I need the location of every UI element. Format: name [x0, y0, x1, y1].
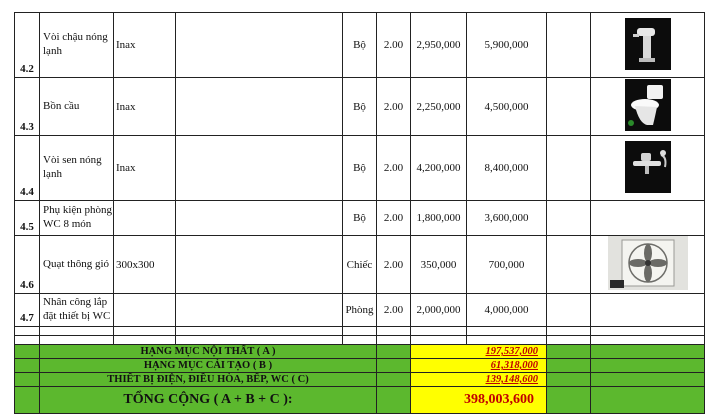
summary-label: HẠNG MỤC CẢI TẠO ( B ): [40, 359, 377, 373]
item-total: 4,000,000: [467, 294, 547, 327]
spec-cell: [176, 136, 343, 201]
spec-cell: [176, 294, 343, 327]
item-unit-price: 1,800,000: [411, 201, 467, 236]
item-unit: Bộ: [343, 78, 377, 136]
item-unit: Bộ: [343, 13, 377, 78]
summary-row-a: [15, 345, 705, 359]
exhaust-fan-icon: [608, 236, 688, 293]
table-row: [15, 78, 705, 136]
spec-cell: [176, 236, 343, 294]
item-name: Bồn cầu: [40, 78, 114, 136]
item-number: 4.4: [15, 136, 40, 201]
item-total: 5,900,000: [467, 13, 547, 78]
table-row: [15, 136, 705, 201]
item-unit: Bộ: [343, 136, 377, 201]
item-brand: Inax: [114, 13, 176, 78]
item-total: 8,400,000: [467, 136, 547, 201]
item-number: 4.6: [15, 236, 40, 294]
grand-total-value: 398,003,600: [411, 387, 547, 414]
item-name: Quạt thông gió: [40, 236, 114, 294]
item-unit-price: 4,200,000: [411, 136, 467, 201]
item-number: 4.7: [15, 294, 40, 327]
item-image: [591, 236, 705, 294]
grand-total-label: TỔNG CỘNG ( A + B + C ):: [40, 387, 377, 414]
summary-value: 197,537,000: [411, 345, 547, 359]
item-quantity: 2.00: [377, 294, 411, 327]
item-total: 700,000: [467, 236, 547, 294]
summary-row-b: [15, 359, 705, 373]
spec-cell: [176, 201, 343, 236]
item-number: 4.2: [15, 13, 40, 78]
item-quantity: 2.00: [377, 13, 411, 78]
item-image: [591, 294, 705, 327]
item-number: 4.3: [15, 78, 40, 136]
item-name: Vòi sen nóng lạnh: [40, 136, 114, 201]
item-brand: 300x300: [114, 236, 176, 294]
item-brand: Inax: [114, 136, 176, 201]
item-brand: [114, 294, 176, 327]
item-name: Phụ kiện phòng WC 8 món: [40, 201, 114, 236]
item-image: [591, 136, 705, 201]
item-image: [591, 78, 705, 136]
spec-cell: [176, 78, 343, 136]
table-row: [15, 13, 705, 78]
blank-row: [15, 336, 705, 345]
faucet-icon: [625, 18, 671, 73]
blank-cell: [547, 136, 591, 201]
blank-row: [15, 327, 705, 336]
item-unit-price: 2,000,000: [411, 294, 467, 327]
item-quantity: 2.00: [377, 78, 411, 136]
item-image: [591, 201, 705, 236]
item-total: 4,500,000: [467, 78, 547, 136]
table-row: [15, 294, 705, 327]
spec-cell: [176, 13, 343, 78]
toilet-icon: [625, 79, 671, 134]
summary-label: THIẾT BỊ ĐIỆN, ĐIỀU HÒA, BẾP, WC ( C): [40, 373, 377, 387]
quotation-table: [14, 12, 705, 414]
item-brand: Inax: [114, 78, 176, 136]
item-quantity: 2.00: [377, 136, 411, 201]
blank-cell: [547, 294, 591, 327]
item-unit: Bộ: [343, 201, 377, 236]
item-unit-price: 350,000: [411, 236, 467, 294]
item-name: Vòi chậu nóng lạnh: [40, 13, 114, 78]
item-unit: Phòng: [343, 294, 377, 327]
item-quantity: 2.00: [377, 236, 411, 294]
item-unit-price: 2,250,000: [411, 78, 467, 136]
shower-faucet-icon: [625, 141, 671, 196]
item-image: [591, 13, 705, 78]
summary-row-c: [15, 373, 705, 387]
summary-value: 139,148,600: [411, 373, 547, 387]
blank-cell: [547, 13, 591, 78]
summary-value: 61,318,000: [411, 359, 547, 373]
grand-total-row: [15, 387, 705, 414]
summary-label: HẠNG MỤC NỘI THẤT ( A ): [40, 345, 377, 359]
item-brand: [114, 201, 176, 236]
item-unit-price: 2,950,000: [411, 13, 467, 78]
item-quantity: 2.00: [377, 201, 411, 236]
blank-cell: [547, 201, 591, 236]
blank-cell: [547, 78, 591, 136]
blank-cell: [547, 236, 591, 294]
table-row: [15, 236, 705, 294]
item-total: 3,600,000: [467, 201, 547, 236]
item-name: Nhân công lắp đặt thiết bị WC: [40, 294, 114, 327]
table-row: [15, 201, 705, 236]
item-unit: Chiếc: [343, 236, 377, 294]
item-number: 4.5: [15, 201, 40, 236]
